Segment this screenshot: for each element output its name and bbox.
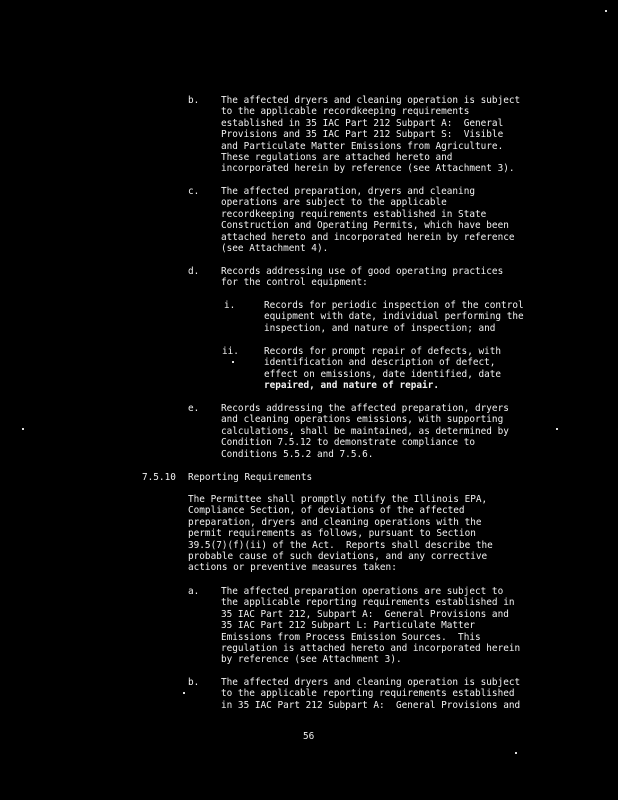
- scan-speck: [556, 428, 558, 430]
- item-line: repaired, and nature of repair.: [264, 380, 439, 392]
- item-label: ii.: [222, 346, 239, 357]
- item-label: d.: [188, 266, 200, 277]
- section-title: Reporting Requirements: [188, 472, 313, 483]
- item-line: to the applicable recordkeeping requirements: [221, 106, 470, 118]
- item-line: the applicable reporting requirements established in: [221, 597, 515, 609]
- paragraph-line: permit requirements as follows, pursuant to Section: [188, 528, 476, 540]
- item-line: Provisions and 35 IAC Part 212 Subpart S: Visible: [221, 129, 504, 141]
- item-line: The affected dryers and cleaning operation is subject: [221, 95, 521, 106]
- item-line: attached hereto and incorporated herein by reference: [221, 231, 515, 243]
- page-number: 56: [303, 731, 315, 742]
- scan-speck: [232, 361, 234, 363]
- item-line: Conditions 5.5.2 and 7.5.6.: [221, 448, 374, 460]
- item-label: i.: [224, 300, 236, 311]
- item-line: inspection, and nature of inspection; and: [264, 322, 496, 334]
- item-line: identification and description of defect,: [264, 357, 496, 369]
- item-label: a.: [188, 586, 200, 597]
- item-label: b.: [188, 95, 200, 106]
- item-line: effect on emissions, date identified, date: [264, 368, 502, 380]
- scan-speck: [605, 10, 607, 12]
- item-line: The affected dryers and cleaning operation is subject: [221, 677, 521, 688]
- item-line: operations are subject to the applicable: [221, 197, 447, 209]
- scan-speck: [183, 692, 185, 694]
- item-line: (see Attachment 4).: [221, 243, 329, 254]
- item-line: Emissions from Process Emission Sources. This: [221, 631, 481, 643]
- item-line: equipment with date, individual performing the: [264, 311, 524, 323]
- paragraph-line: preparation, dryers and cleaning operations with the: [188, 516, 482, 528]
- item-line: 35 IAC Part 212 Subpart L: Particulate Matter: [221, 620, 475, 632]
- item-label: c.: [188, 186, 200, 197]
- item-line: These regulations are attached hereto and: [221, 152, 453, 163]
- item-line: incorporated herein by reference (see Attachment 3).: [221, 163, 515, 175]
- item-line: and cleaning operations emissions, with supporting: [221, 414, 504, 426]
- scan-speck: [515, 752, 517, 754]
- item-line: recordkeeping requirements established in State: [221, 208, 487, 220]
- item-line: Records addressing the affected preparation, dryers: [221, 403, 509, 414]
- item-line: Construction and Operating Permits, which have been: [221, 220, 509, 232]
- paragraph-line: probable cause of such deviations, and any corrective: [188, 551, 488, 562]
- item-line: 35 IAC Part 212, Subpart A: General Provisions and: [221, 608, 509, 620]
- item-line: The affected preparation operations are subject to: [221, 586, 504, 597]
- item-label: e.: [188, 403, 200, 414]
- item-line: Condition 7.5.12 to demonstrate compliance to: [221, 437, 475, 449]
- scan-speck: [22, 428, 24, 430]
- item-line: to the applicable reporting requirements established: [221, 688, 515, 700]
- item-label: b.: [188, 677, 200, 688]
- paragraph-line: The Permittee shall promptly notify the Illinois EPA,: [188, 494, 488, 505]
- section-number: 7.5.10: [142, 472, 176, 483]
- item-line: in 35 IAC Part 212 Subpart A: General Provisions and: [221, 699, 521, 711]
- item-line: The affected preparation, dryers and cleaning: [221, 186, 475, 197]
- paragraph-line: 39.5(7)(f)(ii) of the Act. Reports shall describe the: [188, 539, 493, 551]
- item-line: Records for prompt repair of defects, with: [264, 346, 502, 357]
- item-line: and Particulate Matter Emissions from Agriculture.: [221, 140, 504, 152]
- item-line: Records for periodic inspection of the control: [264, 300, 524, 311]
- item-line: by reference (see Attachment 3).: [221, 654, 402, 666]
- item-line: regulation is attached hereto and incorporated herein: [221, 643, 521, 654]
- item-line: calculations, shall be maintained, as determined by: [221, 425, 509, 437]
- item-line: Records addressing use of good operating practices: [221, 266, 504, 277]
- paragraph-line: Compliance Section, of deviations of the affected: [188, 505, 465, 517]
- item-line: established in 35 IAC Part 212 Subpart A: General: [221, 117, 504, 129]
- item-line: for the control equipment:: [221, 277, 368, 289]
- paragraph-line: actions or preventive measures taken:: [188, 562, 397, 574]
